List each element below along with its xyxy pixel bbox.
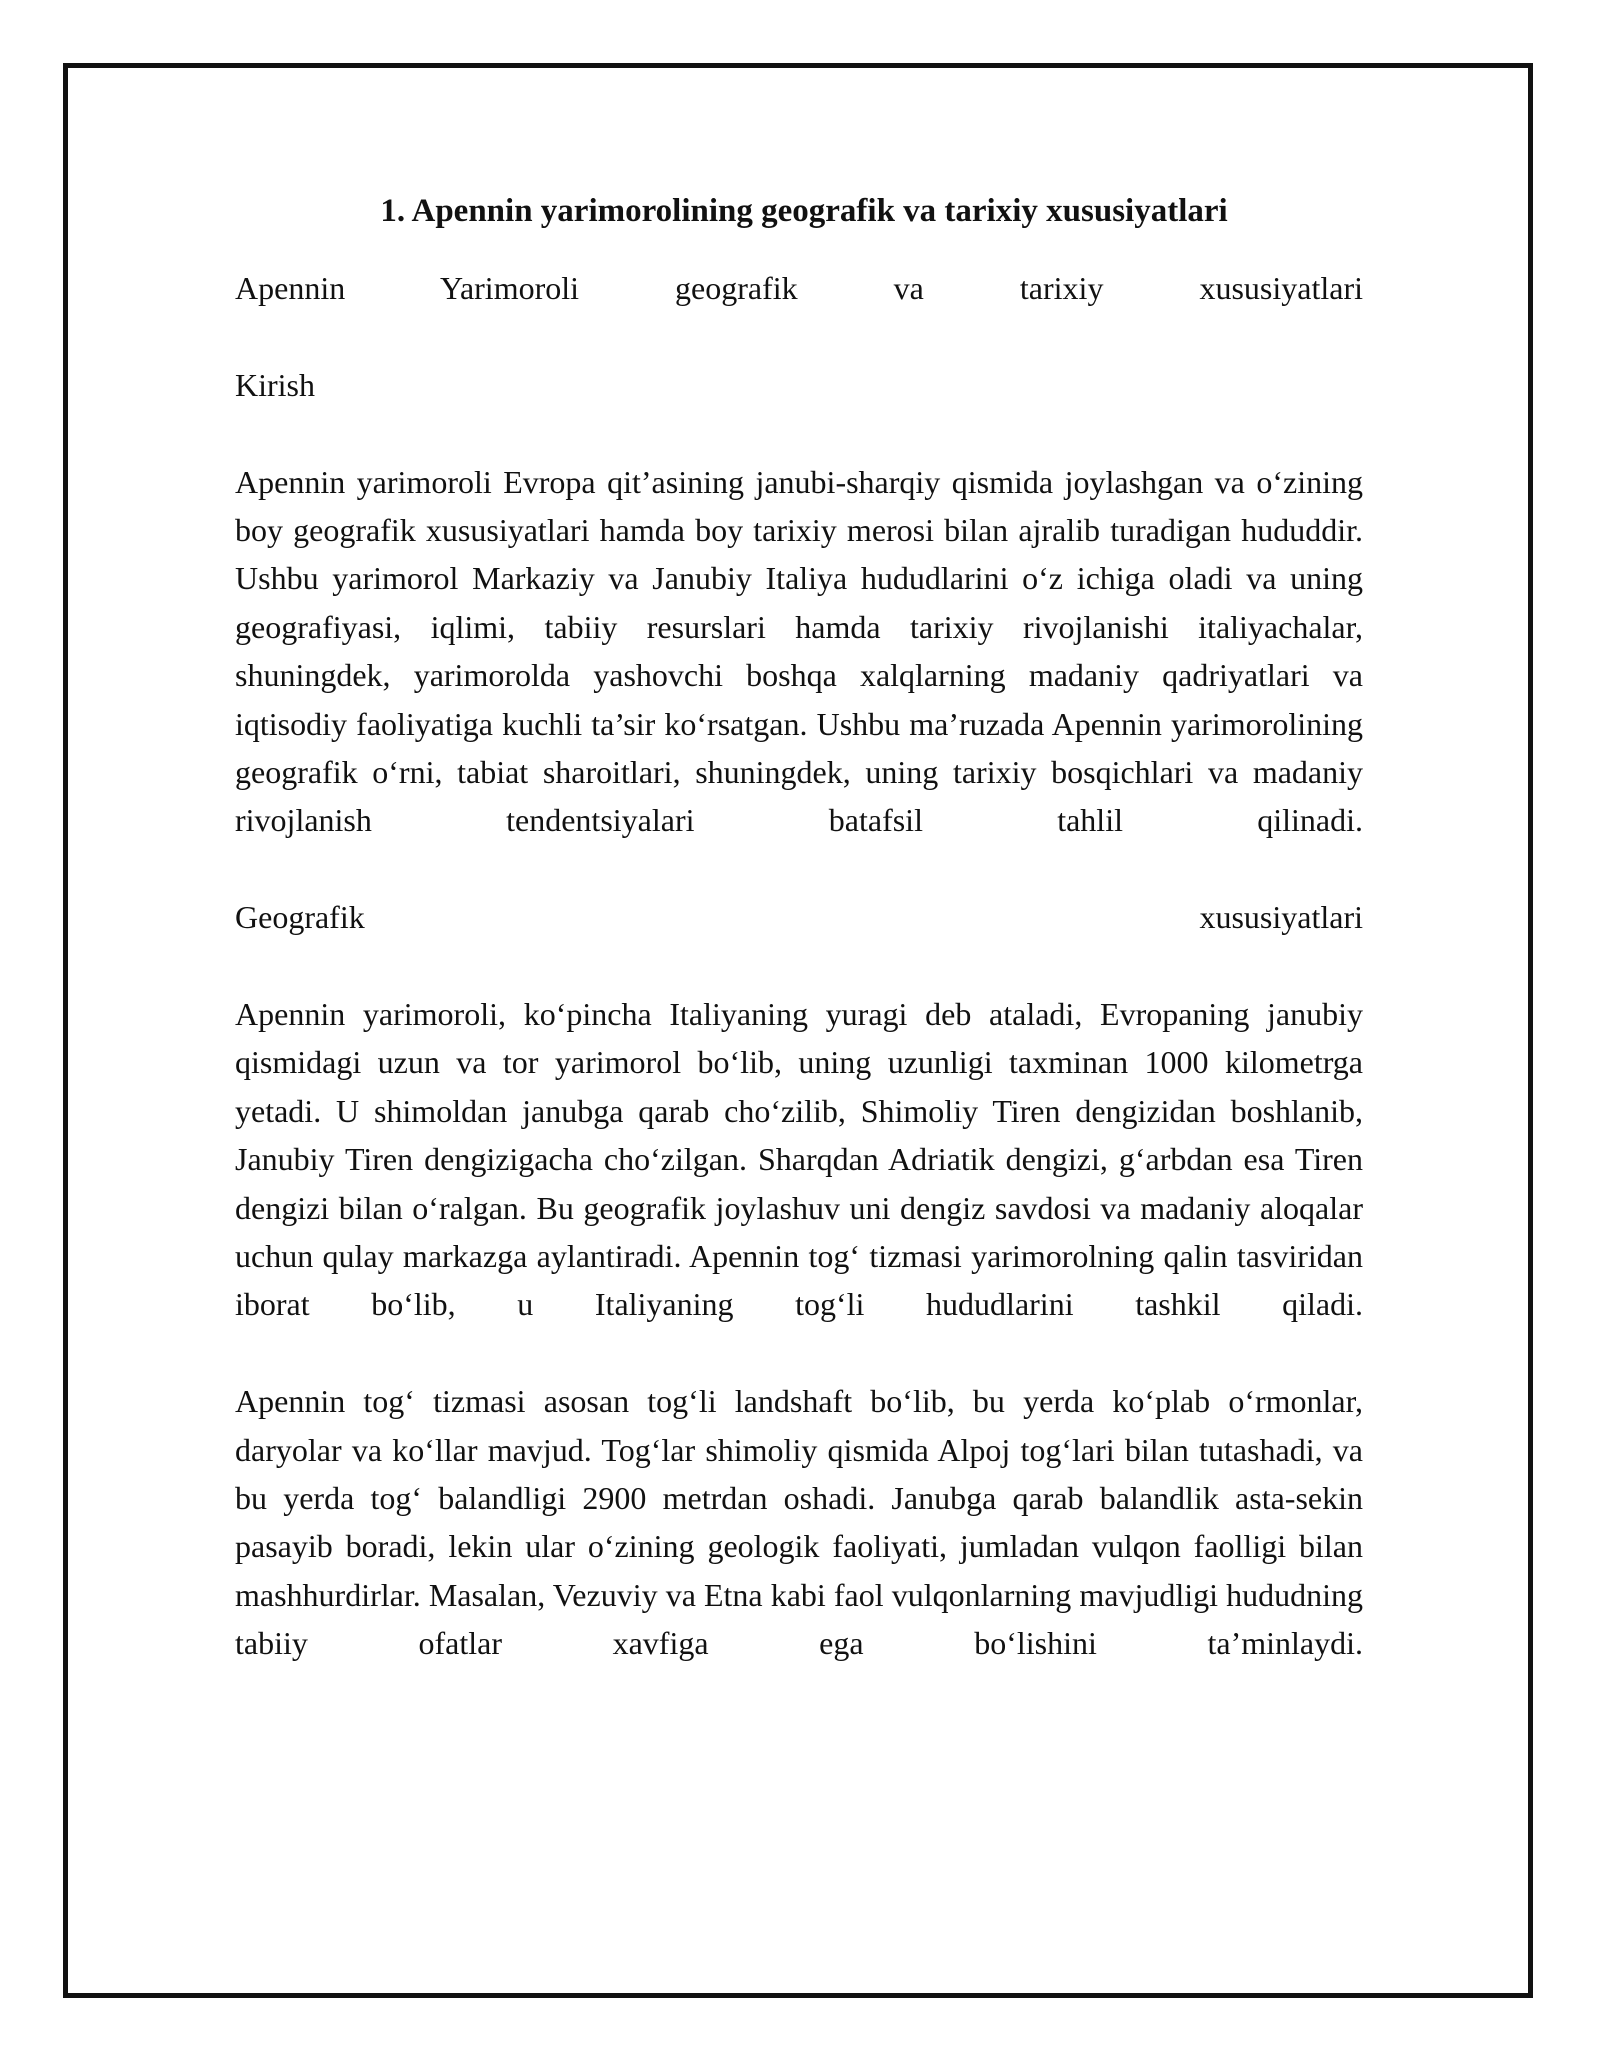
intro-paragraph: Apennin yarimoroli Evropa qit’asining janubi-sharqiy qismida joylashgan va o‘zining boy geografik xususiyatlari hamda boy tarixiy merosi bilan ajralib turadigan hududdir. Ushbu yarimorol Markaziy va Janubiy Italiya hududlarini o‘z ichiga oladi va uning geografiyasi, iqlimi, tabiiy resurslari hamda tarixiy rivojlanishi italiyachalar, shuningdek, yarimorolda yashovchi boshqa xalqlarning madaniy qadriyatlari va iqtisodiy faoliyatiga kuchli ta’sir ko‘rsatgan. Ushbu ma’ruzada Apennin yarimorolining geografik o‘rni, tabiat sharoitlari, shuningdek, uning tarixiy bosqichlari va madaniy rivojlanish tendentsiyalari batafsil tahlil qilinadi.: [235, 463, 1363, 839]
geo-paragraph-1: Apennin yarimoroli, ko‘pincha Italiyaning yuragi deb ataladi, Evropaning janubiy qismidagi uzun va tor yarimorol bo‘lib, uning uzunligi taxminan 1000 kilometrga yetadi. U shimoldan janubga qarab cho‘zilib, Shimoliy Tiren dengizidan boshlanib, Janubiy Tiren dengizigacha cho‘zilgan. Sharqdan Adriatik dengizi, g‘arbdan esa Tiren dengizi bilan o‘ralgan. Bu geografik joylashuv uni dengiz savdosi va madaniy aloqalar uchun qulay markazga aylantiradi. Apennin tog‘ tizmasi yarimorolning qalin tasviridan iborat bo‘lib, u Italiyaning tog‘li hududlarini tashkil qiladi.: [235, 996, 1363, 1323]
spacer: [235, 1329, 1363, 1377]
geo-heading: Geografik xususiyatlari: [235, 899, 1363, 936]
intro-heading: Kirish: [235, 366, 315, 403]
spacer: [235, 845, 1363, 893]
spacer: [235, 942, 1363, 990]
document-title: 1. Apennin yarimorolining geografik va tarixiy xususiyatlari: [380, 193, 1228, 229]
spacer: [235, 312, 1363, 360]
document-body: [235, 188, 1363, 1668]
subtitle-line: Apennin Yarimoroli geografik va tarixiy xususiyatlari: [235, 270, 1363, 306]
spacer: [235, 409, 1363, 457]
spacer: [235, 234, 1363, 264]
geo-paragraph-2: Apennin tog‘ tizmasi asosan tog‘li landshaft bo‘lib, bu yerda ko‘plab o‘rmonlar, daryolar va ko‘llar mavjud. Tog‘lar shimoliy qismida Alpoj tog‘lari bilan tutashadi, va bu yerda tog‘ balandligi 2900 metrdan oshadi. Janubga qarab balandlik asta-sekin pasayib boradi, lekin ular o‘zining geologik faoliyati, jumladan vulqon faolligi bilan mashhurdirlar. Masalan, Vezuviy va Etna kabi faol vulqonlarning mavjudligi hududning tabiiy ofatlar xavfiga ega bo‘lishini ta’minlaydi.: [235, 1383, 1363, 1662]
